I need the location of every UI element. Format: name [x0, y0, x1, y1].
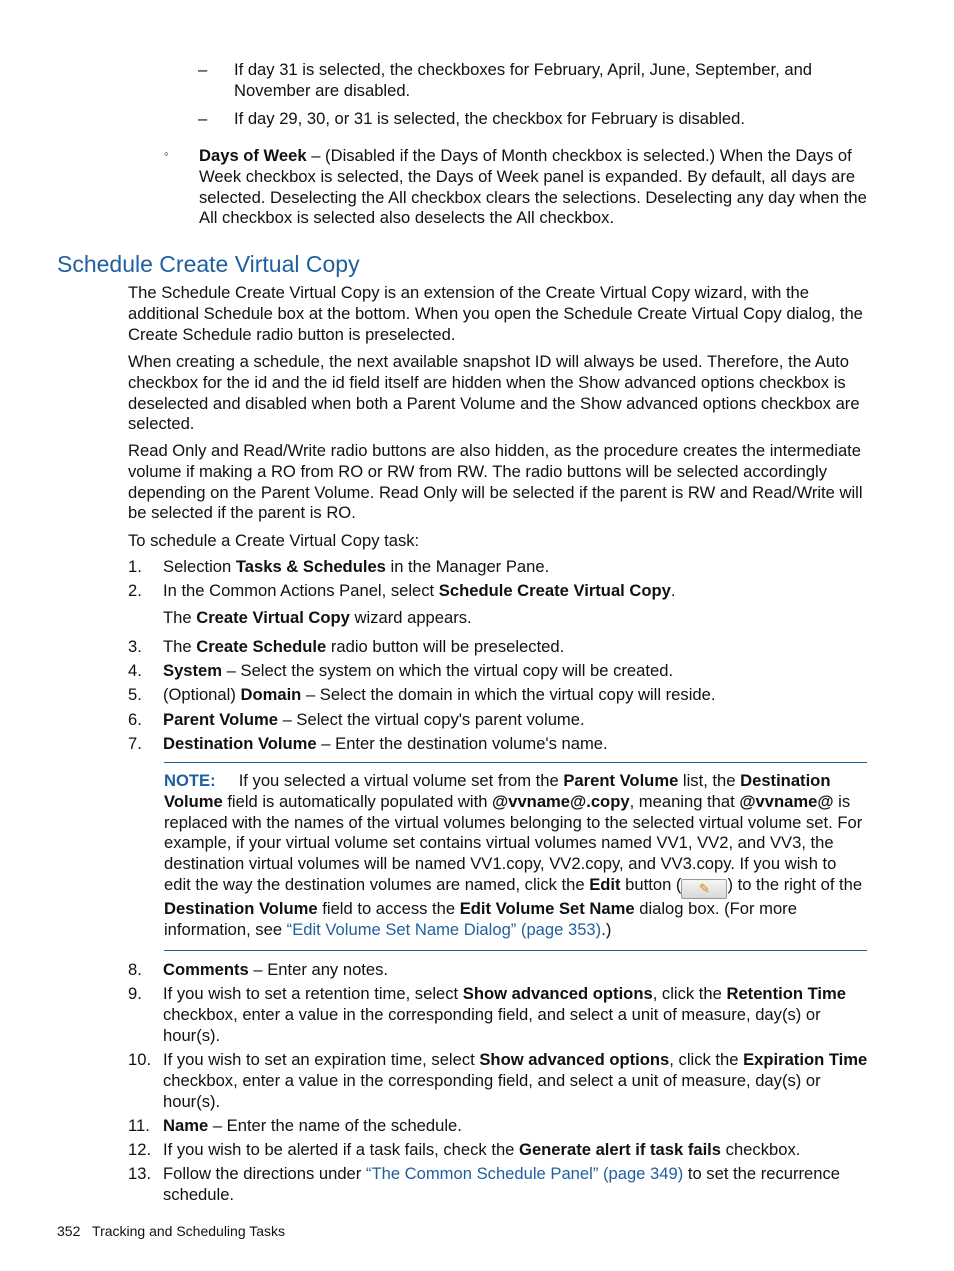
note-text-part: , meaning that: [629, 791, 740, 811]
step-number: 1.: [128, 557, 142, 576]
note-box: [164, 762, 867, 951]
step-text: [163, 734, 870, 755]
note-text-part: list, the: [678, 771, 741, 790]
step-term: Expiration Time: [743, 1050, 868, 1069]
step-term: Create Virtual Copy: [196, 608, 350, 627]
step-text-part: If you wish to set a retention time, select: [163, 984, 463, 1003]
note-term: Edit: [589, 874, 621, 894]
step-term: Name: [163, 1116, 209, 1135]
step-text-part: If you wish to set an expiration time, select: [163, 1050, 480, 1069]
step-text: [163, 984, 870, 1046]
note-term: @vvname@: [739, 791, 834, 811]
step-text: [163, 1050, 870, 1112]
edit-volume-set-name-link[interactable]: “Edit Volume Set Name Dialog” (page 353): [286, 919, 602, 939]
step-number: 11.: [128, 1116, 150, 1135]
page-number: 352: [57, 1223, 81, 1239]
chapter-title: Tracking and Scheduling Tasks: [92, 1223, 286, 1239]
common-schedule-panel-link[interactable]: “The Common Schedule Panel” (page 349): [365, 1164, 684, 1183]
step-text-part: , click the: [652, 984, 727, 1003]
step-text-part: checkbox, enter a value in the corresponding field, and select a unit of measure, day(s) or hour(s).: [163, 1070, 821, 1111]
step-text: [163, 685, 870, 706]
step-text: [163, 637, 870, 658]
circle-bullet-icon: ◦: [164, 146, 169, 161]
step-text-part: If you wish to be alerted if a task fails, check the: [163, 1140, 520, 1159]
step-text-part: checkbox.: [721, 1140, 801, 1159]
pencil-icon: ✎: [681, 879, 727, 899]
step-text-part: to set the recurrence schedule.: [163, 1164, 841, 1204]
step-text: [163, 710, 870, 731]
note-text-part: .): [601, 919, 612, 939]
step-term: Parent Volume: [163, 710, 278, 729]
step-text-part: (Optional): [163, 685, 241, 704]
note-term: @vvname@.copy: [492, 791, 630, 811]
step-text-part: checkbox, enter a value in the corresponding field, and select a unit of measure, day(s) or hour(s).: [163, 1004, 821, 1045]
step-term: Create Schedule: [196, 637, 327, 656]
step-number: 9.: [128, 984, 142, 1003]
step-text: [163, 581, 870, 602]
note-text-part: dialog box. (For more information, see: [164, 898, 797, 939]
note-term: Edit Volume Set Name: [459, 898, 635, 918]
section-title: Schedule Create Virtual Copy: [57, 251, 360, 277]
note-text-part: field is automatically populated with: [222, 791, 493, 811]
step-term: Destination Volume: [163, 734, 317, 753]
step-text-part: In the Common Actions Panel, select: [163, 581, 439, 600]
step-text-part: , click the: [669, 1050, 744, 1069]
step-text-part: in the Manager Pane.: [385, 557, 550, 576]
step-term: Generate alert if task fails: [519, 1140, 722, 1159]
step-text-part: – Enter the name of the schedule.: [208, 1116, 462, 1135]
step-text: [163, 1116, 870, 1137]
dash-item-text: If day 31 is selected, the checkboxes for February, April, June, September, and November are disabled.: [234, 60, 813, 100]
intro-paragraph: The Schedule Create Virtual Copy is an extension of the Create Virtual Copy wizard, with the additional Schedule box at the bottom. When you open the Schedule Create Virtual Copy dialog, the Create Schedule radio button is preselected.: [128, 283, 863, 344]
step-term: Show advanced options: [479, 1050, 670, 1069]
step-text: [163, 661, 870, 682]
step-term: Tasks & Schedules: [235, 557, 386, 576]
step-text-part: – Enter the destination volume's name.: [316, 734, 608, 753]
step-text-part: The: [163, 608, 197, 627]
note-term: Destination Volume: [164, 771, 831, 811]
step-text-part: radio button will be preselected.: [326, 637, 565, 656]
step-number: 5.: [128, 685, 142, 704]
step-text-part: – Enter any notes.: [248, 960, 389, 979]
step-term: Show advanced options: [462, 984, 653, 1003]
dash-item-text: If day 29, 30, or 31 is selected, the checkbox for February is disabled.: [234, 109, 745, 128]
note-text-part: button (: [620, 874, 682, 894]
step-number: 3.: [128, 637, 142, 656]
note-text-part: ) to the right of the: [727, 874, 863, 894]
step-number: 13.: [128, 1164, 152, 1183]
note-text: [164, 771, 867, 941]
step-text: [163, 608, 870, 629]
note-term: Destination Volume: [164, 898, 318, 918]
step-term: System: [163, 661, 223, 680]
note-text-part: is replaced with the names of the virtual volumes belonging to the selected virtual volume set. For example, if your virtual volume set contains virtual volumes named VV1, VV2, and VV3, the destination virtual volumes will be named VV1.copy, VV2.copy, and VV3.copy. If you wish to edit the way the destination volumes are named, click the: [164, 791, 863, 894]
days-of-week-description: – (Disabled if the Days of Month checkbox is selected.) When the Days of Week checkbox is selected, the Days of Week panel is expanded. By default, all days are selected. Deselecting the All checkbox clears the selections. Deselecting any day when the All checkbox is selected also deselects the All checkbox.: [199, 146, 867, 228]
page-footer: [57, 1222, 285, 1240]
radio-buttons-paragraph: Read Only and Read/Write radio buttons are also hidden, as the procedure creates the intermediate volume if making a RO from RO or RW from RW. The radio buttons will be selected accordingly depending on the Parent Volume. Read Only will be selected if the parent is RW and Read/Write will be selected if the parent is RO.: [128, 441, 863, 523]
step-text-part: Follow the directions under: [163, 1164, 366, 1183]
step-term: Domain: [240, 685, 302, 704]
step-term: Schedule Create Virtual Copy: [438, 581, 671, 600]
snapshot-id-paragraph: When creating a schedule, the next available snapshot ID will always be used. Therefore, the Auto checkbox for the id and the id field itself are hidden when the Show advanced options checkbox is deselected and disabled when both a Parent Volume and the Show advanced options checkbox are selected.: [128, 352, 860, 434]
note-label: NOTE:: [164, 771, 216, 790]
procedure-intro: To schedule a Create Virtual Copy task:: [128, 531, 420, 550]
dash-marker: –: [198, 60, 208, 79]
step-text-part: – Select the virtual copy's parent volume.: [277, 710, 585, 729]
note-text-part: If you selected a virtual volume set from the: [238, 771, 564, 790]
step-text-part: .: [670, 581, 676, 600]
step-number: 7.: [128, 734, 142, 753]
step-text-part: – Select the system on which the virtual copy will be created.: [222, 661, 674, 680]
step-text-part: wizard appears.: [349, 608, 472, 627]
note-text-part: field to access the: [317, 898, 460, 918]
step-text: [163, 1140, 870, 1161]
step-text-part: The: [163, 637, 197, 656]
step-number: 6.: [128, 710, 142, 729]
step-number: 8.: [128, 960, 142, 979]
step-number: 4.: [128, 661, 142, 680]
dash-marker: –: [198, 109, 208, 128]
step-text-part: – Select the domain in which the virtual copy will reside.: [301, 685, 716, 704]
step-number: 2.: [128, 581, 142, 600]
step-term: Comments: [163, 960, 249, 979]
step-number: 10.: [128, 1050, 152, 1069]
step-text-part: Selection: [163, 557, 236, 576]
step-text: [163, 1164, 870, 1206]
step-term: Retention Time: [726, 984, 847, 1003]
note-term: Parent Volume: [563, 771, 679, 790]
bullet-text: [199, 146, 871, 229]
step-number: 12.: [128, 1140, 152, 1159]
term-days-of-week: Days of Week: [199, 146, 307, 165]
step-text: [163, 557, 870, 578]
step-text: [163, 960, 870, 981]
